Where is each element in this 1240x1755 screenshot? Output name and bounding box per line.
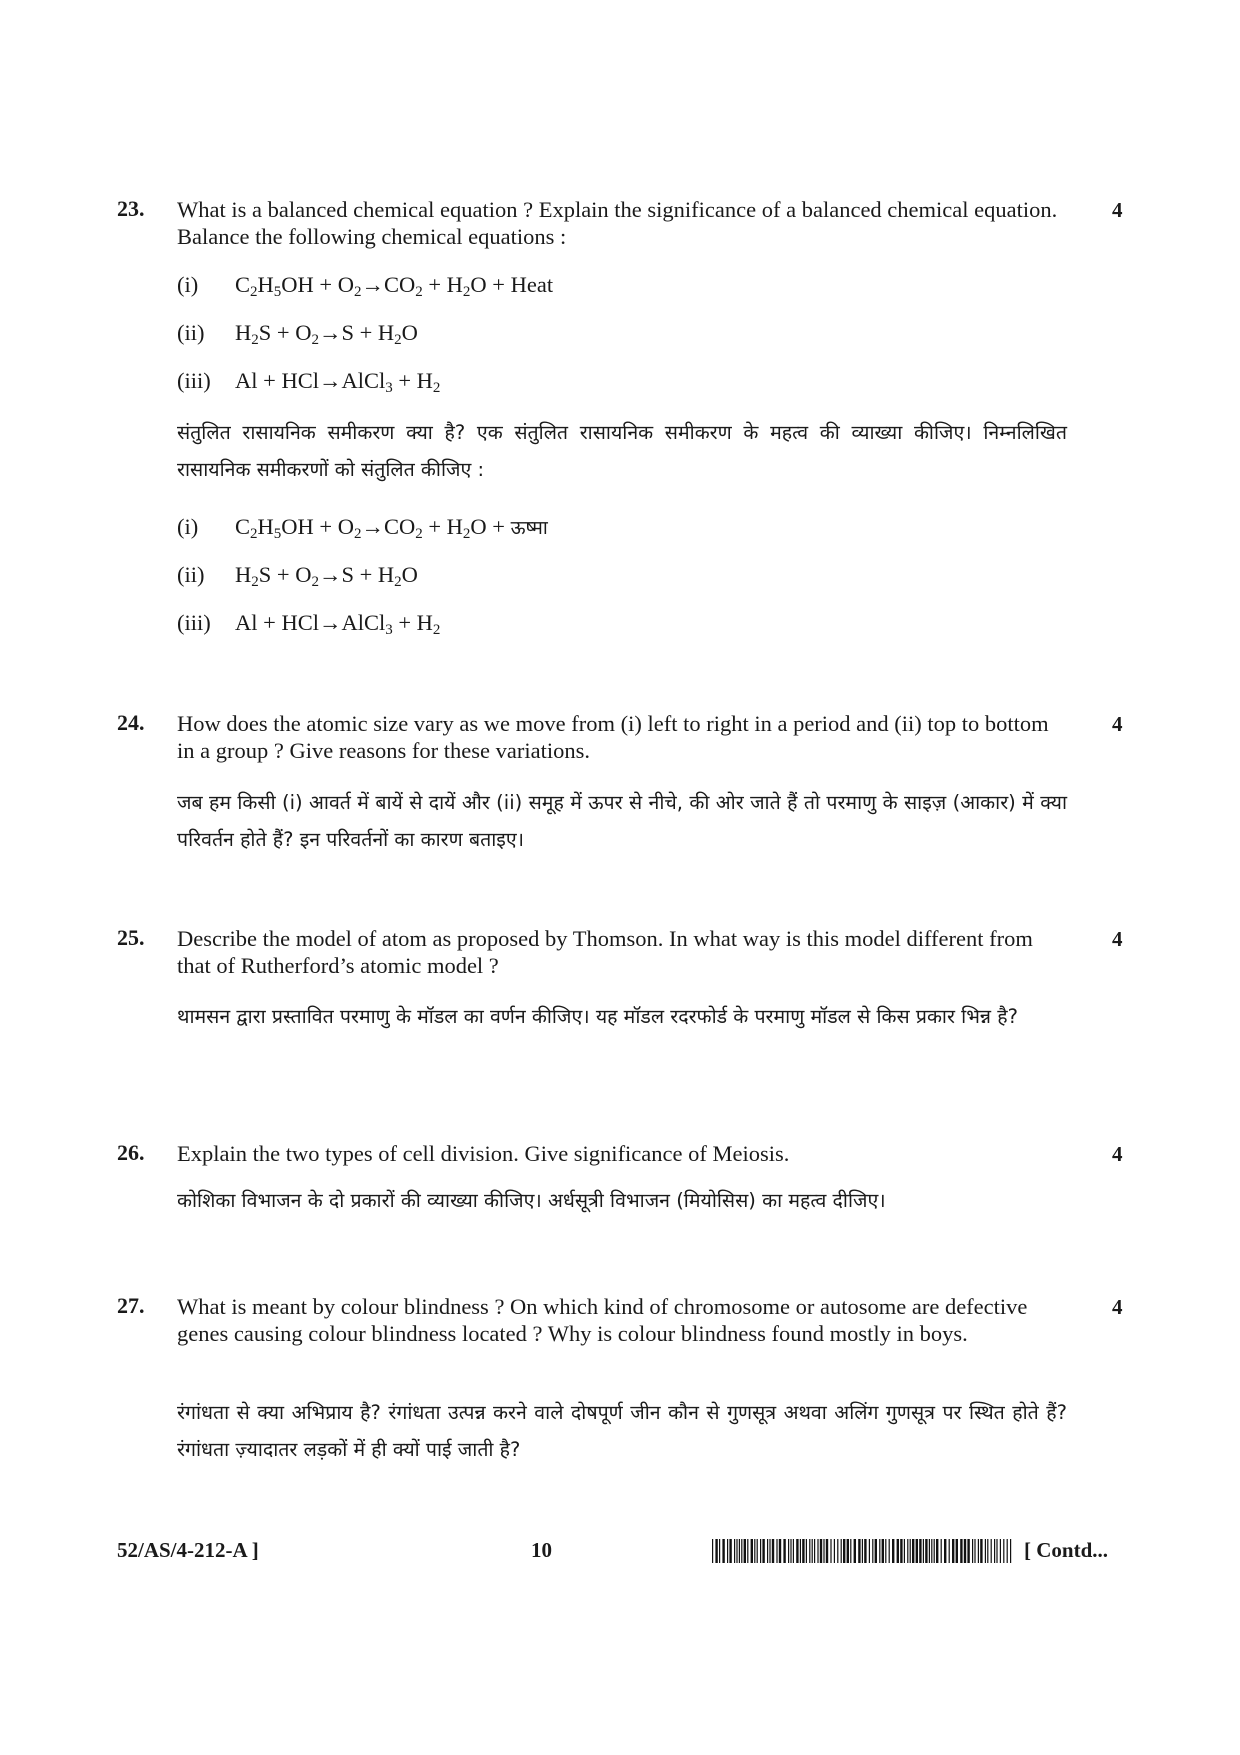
question-text-hindi: संतुलित रासायनिक समीकरण क्या है? एक संतुलित रासायनिक समीकरण के महत्व की व्याख्या कीजिए। निम्नलिखित रासायनिक समीकरणों को संतुलित कीजिए : <box>177 421 1067 481</box>
question-text-english: What is a balanced chemical equation ? Explain the significance of a balanced chemical equation. Balance the following chemical equations : <box>177 197 1058 249</box>
question-text-english: Explain the two types of cell division. Give significance of Meiosis. <box>177 1141 790 1166</box>
equation-label: (iii) <box>177 368 211 393</box>
question-text-hindi: रंगांधता से क्या अभिप्राय है? रंगांधता उत्पन्न करने वाले दोषपूर्ण जीन कौन से गुणसूत्र अथवा अलिंग गुणसूत्र पर स्थित होते हैं? रंगांधता ज़्यादातर लड़कों में ही क्यों पाई जाती है? <box>177 1401 1067 1461</box>
paper-code: 52/AS/4-212-A ] <box>117 1538 259 1562</box>
question-marks: 4 <box>1112 198 1123 222</box>
equation-formula: $C_2H_5OH + O_2\to CO_2 + H_2O$ + ऊष्मा <box>235 514 548 542</box>
equation-label: (ii) <box>177 562 205 587</box>
equation-product-heat: Heat <box>510 272 554 297</box>
question-number: 27. <box>117 1293 145 1318</box>
question-marks: 4 <box>1112 1295 1123 1319</box>
question-text-english: What is meant by colour blindness ? On which kind of chromosome or autosome are defective genes causing colour blindness located ? Why is colour blindness found mostly in boys. <box>177 1294 1028 1346</box>
question-number: 25. <box>117 925 145 950</box>
page-number: 10 <box>531 1538 552 1562</box>
question-marks: 4 <box>1112 927 1123 951</box>
equation-formula: $H_2S + O_2\to S + H_2O$ <box>235 320 418 348</box>
question-number: 23. <box>117 196 145 221</box>
equation-label: (i) <box>177 514 199 539</box>
equation-label: (iii) <box>177 610 211 635</box>
equation-product-heat: ऊष्मा <box>510 517 548 539</box>
equation-label: (ii) <box>177 320 205 345</box>
equation-formula: $H_2S + O_2\to S + H_2O$ <box>235 562 418 590</box>
question-marks: 4 <box>1112 1142 1123 1166</box>
page-footer <box>0 1538 1240 1578</box>
equation-formula: Al + HCl→AlCl$_3$ + $H_2$ <box>235 610 441 638</box>
question-text-hindi: कोशिका विभाजन के दो प्रकारों की व्याख्या कीजिए। अर्धसूत्री विभाजन (मियोसिस) का महत्व दीजिए। <box>177 1189 886 1212</box>
equation-formula: $C_2H_5OH + O_2\to CO_2 + H_2O$ + Heat <box>235 272 554 300</box>
question-text-english: Describe the model of atom as proposed by Thomson. In what way is this model different from that of Rutherford’s atomic model ? <box>177 926 1033 978</box>
question-marks: 4 <box>1112 712 1123 736</box>
equation-label: (i) <box>177 272 199 297</box>
question-text-english: How does the atomic size vary as we move from (i) left to right in a period and (ii) top to bottom in a group ? Give reasons for these variations. <box>177 711 1049 763</box>
question-text-hindi: जब हम किसी (i) आवर्त में बायें से दायें और (ii) समूह में ऊपर से नीचे, की ओर जाते हैं तो परमाणु के साइज़ (आकार) में क्या परिवर्तन होते हैं? इन परिवर्तनों का कारण बताइए। <box>177 791 1067 851</box>
question-number: 26. <box>117 1140 145 1165</box>
continued-label: [ Contd... <box>1024 1538 1109 1562</box>
equation-formula: Al + HCl→AlCl$_3$ + $H_2$ <box>235 368 441 396</box>
question-number: 24. <box>117 710 145 735</box>
barcode-image <box>712 1539 1014 1563</box>
question-text-hindi: थामसन द्वारा प्रस्तावित परमाणु के मॉडल का वर्णन कीजिए। यह मॉडल रदरफोर्ड के परमाणु मॉडल से किस प्रकार भिन्न है? <box>177 1005 1018 1028</box>
